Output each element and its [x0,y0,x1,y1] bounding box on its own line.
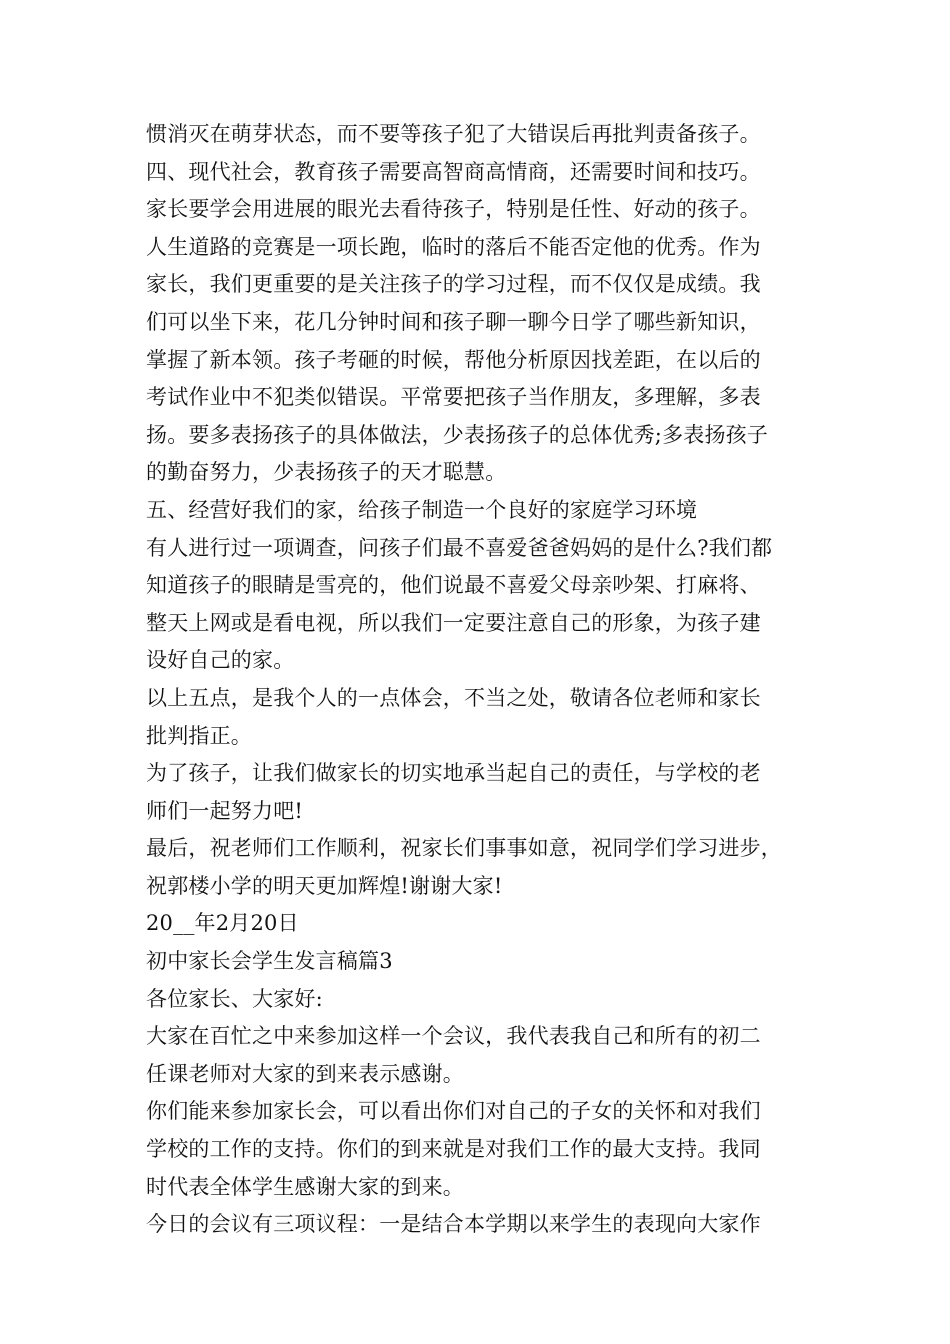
text-line: 祝郭楼小学的明天更加辉煌!谢谢大家! [146,873,503,898]
text-line: 师们一起努力吧! [146,798,304,823]
text-line: 设好自己的家。 [146,648,295,673]
text-line: 学校的工作的支持。你们的到来就是对我们工作的最大支持。我同 [146,1137,761,1162]
text-line: 任课老师对大家的到来表示感谢。 [146,1061,464,1086]
text-line: 的勤奋努力，少表扬孩子的天才聪慧。 [146,460,507,485]
text-line: 们可以坐下来，花几分钟时间和孩子聊一聊今日学了哪些新知识， [146,309,761,334]
text-line: 扬。要多表扬孩子的具体做法，少表扬孩子的总体优秀;多表扬孩子 [146,422,769,447]
text-line: 家长，我们更重要的是关注孩子的学习过程，而不仅仅是成绩。我 [146,272,761,297]
date-line: 20__年2月20日 [146,911,299,936]
text-line: 时代表全体学生感谢大家的到来。 [146,1174,464,1199]
text-line: 有人进行过一项调查，问孩子们最不喜爱爸爸妈妈的是什么?我们都 [146,535,773,560]
text-line: 你们能来参加家长会，可以看出你们对自己的子女的关怀和对我们 [146,1099,761,1124]
section-heading: 五、经营好我们的家，给孩子制造一个良好的家庭学习环境 [146,497,698,522]
text-line: 知道孩子的眼睛是雪亮的，他们说最不喜爱父母亲吵架、打麻将、 [146,573,761,598]
text-line: 以上五点，是我个人的一点体会，不当之处，敬请各位老师和家长 [146,685,761,710]
salutation: 各位家长、大家好: [146,986,323,1011]
text-line: 今日的会议有三项议程：一是结合本学期以来学生的表现向大家作 [146,1212,761,1237]
text-line: 惯消灭在萌芽状态，而不要等孩子犯了大错误后再批判责备孩子。 [146,122,761,146]
article-title: 初中家长会学生发言稿篇3 [146,949,393,974]
text-line: 整天上网或是看电视，所以我们一定要注意自己的形象，为孩子建 [146,610,761,635]
text-line: 为了孩子，让我们做家长的切实地承当起自己的责任，与学校的老 [146,761,761,786]
text-line: 人生道路的竞赛是一项长跑，临时的落后不能否定他的优秀。作为 [146,234,761,259]
text-line: 考试作业中不犯类似错误。平常要把孩子当作朋友，多理解，多表 [146,385,761,410]
text-line: 大家在百忙之中来参加这样一个会议，我代表我自己和所有的初二 [146,1024,761,1049]
text-line: 掌握了新本领。孩子考砸的时候，帮他分析原因找差距，在以后的 [146,347,761,372]
document-body [146,116,826,1244]
text-line: 最后，祝老师们工作顺利，祝家长们事事如意，祝同学们学习进步， [146,836,782,861]
text-line: 家长要学会用进展的眼光去看待孩子，特别是任性、好动的孩子。 [146,197,761,222]
text-line: 四、现代社会，教育孩子需要高智商高情商，还需要时间和技巧。 [146,159,761,184]
text-line: 批判指正。 [146,723,252,748]
